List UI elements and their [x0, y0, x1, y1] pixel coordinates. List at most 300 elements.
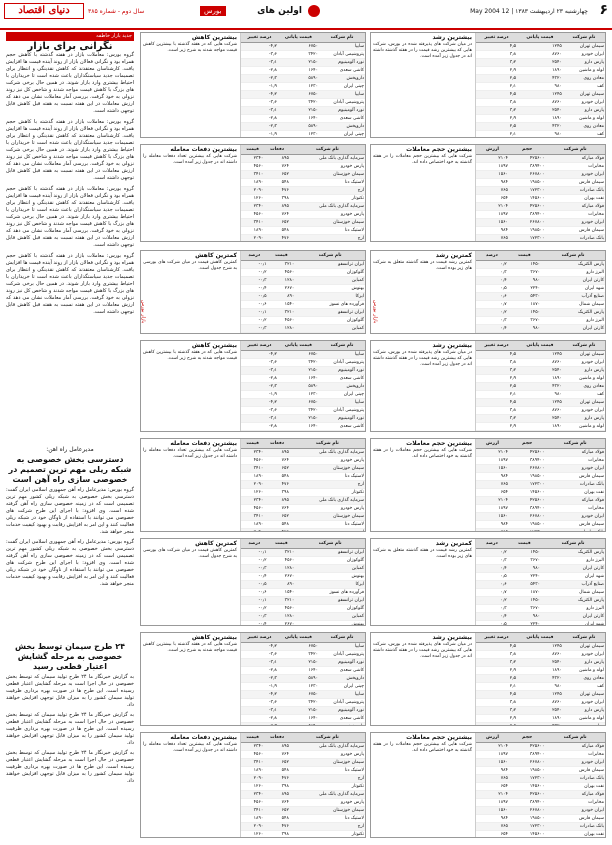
- table-cell: ۴٫۵: [476, 43, 517, 51]
- table-cell: ۱۹۸۵۰۰: [509, 767, 545, 775]
- table-cell: ۳۸۹۴۰۰: [509, 799, 545, 807]
- table-header: نام شرکت: [295, 539, 365, 549]
- table-row: [241, 707, 365, 715]
- table-cell: ایران خودرو: [545, 759, 605, 767]
- table-cell: سیمان تهران: [563, 351, 605, 359]
- table-cell: مخابرات: [545, 163, 605, 171]
- table-cell: ۱۲۳۰: [278, 83, 319, 91]
- table-row: [476, 211, 605, 219]
- table-row: [476, 473, 605, 481]
- box-title: بیشترین رشد: [432, 634, 472, 641]
- table-header: قیمت پایانی: [517, 33, 563, 43]
- table-row: [241, 391, 365, 399]
- table-cell: ۱۶۴۰: [278, 667, 319, 675]
- table-cell: ۱۵۶۰: [476, 171, 509, 179]
- table-cell: ۲٫۵: [476, 675, 517, 683]
- table-cell: ۲٫۸-: [241, 423, 278, 431]
- table-cell: ۲۶۷۰: [267, 621, 295, 626]
- table-cell: ۳۹۸: [264, 783, 290, 791]
- table-cell: ۳٫۸: [476, 699, 517, 707]
- table-cell: ۱۸۹۰: [241, 179, 264, 187]
- table-cell: ۳۲۱۰: [267, 261, 295, 269]
- article-body-cont: به گزارش خبرنگار ما ۲۴ طرح تولید سیمان که توسط بخش خصوصی در حال اجرا است به مرحله گشایش اعتبار قطعی رسیده است. این طرح ها در صورت بهره برداری ظرفیت تولید سیمان کشور را به میزان قابل توجهی افزایش خواهند داد.: [6, 712, 134, 746]
- left-article: [6, 32, 134, 442]
- table-cell: کمباین: [295, 613, 365, 621]
- table-cell: ۳۴۱۰: [241, 759, 264, 767]
- table-cell: ۶۵۲: [264, 807, 290, 815]
- table-cell: ۴٫۲-: [241, 643, 278, 651]
- table-cell: ۲۵۴۰: [517, 107, 563, 115]
- article-body: گروه بورس: معاملات بازار در هفته گذشته با کاهش حجم همراه بود و نگرانی فعالان بازار از روند آینده قیمت ها افزایش یافت. کارشناسان معتقدند که کاهش نقدینگی و انتظار برای تصمیمات جدید سیاستگذاران باعث شده است تا خریداران با احتیاط بیشتری وارد بازار شوند. در همین حال برخی شرکت های بزرگ با کاهش قیمت مواجه شدند و شاخص کل نیز روند نزولی به خود گرفت. بررسی آمار معاملات نشان می دهد که ارزش معاملات در این هفته نسبت به هفته قبل کاهش قابل توجهی داشته است.: [6, 52, 134, 114]
- table-cell: ۱۴۵۶۰۰: [509, 489, 545, 497]
- table-cell: ۱۵۶۰: [476, 807, 509, 815]
- table-cell: ۷۶۴: [264, 457, 290, 465]
- stats-box: [370, 538, 606, 626]
- table-row: [241, 699, 365, 707]
- table-cell: ۰٫۵-: [241, 293, 267, 301]
- box-title: بیشترین حجم معاملات: [406, 440, 472, 447]
- table-cell: ایران ترانسفو: [295, 549, 365, 557]
- table-cell: ۲۶۷۸۰۰: [509, 465, 545, 473]
- table-cell: [241, 529, 264, 532]
- table-header: قیمت: [508, 539, 541, 549]
- table-row: [476, 187, 605, 195]
- table-cell: سیمان تهران: [563, 91, 605, 99]
- table-cell: ۰٫۴-: [241, 621, 267, 626]
- table-row: [241, 573, 365, 581]
- newspaper-logo: دنیای اقتصاد: [4, 3, 84, 19]
- table-row: [241, 565, 365, 573]
- table-row: [241, 497, 365, 505]
- table-cell: ۳٫۲: [476, 415, 517, 423]
- table-row: [241, 99, 365, 107]
- table-cell: پتروشیمی آبادان: [319, 651, 365, 659]
- table-header: قیمت پایانی: [278, 341, 319, 351]
- table-cell: ۱۲۴۵: [517, 351, 563, 359]
- table-row: [476, 775, 605, 783]
- table-cell: ۷۶۵: [476, 823, 509, 831]
- table-header: نام شرکت: [563, 33, 605, 43]
- table-cell: ۹۸۰: [517, 83, 563, 91]
- table-row: [241, 67, 365, 75]
- table-cell: ۲٫۸-: [241, 67, 278, 75]
- table-cell: ۴۲۵۶۰۰: [509, 743, 545, 751]
- table-row: [476, 621, 605, 626]
- table-cell: ۲۱۰۴: [476, 449, 509, 457]
- table-cell: مخابرات: [545, 751, 605, 759]
- table-cell: ایرکا: [295, 293, 365, 301]
- stats-table: [241, 145, 365, 241]
- table-cell: ۰٫۷: [476, 301, 508, 309]
- table-cell: ۱۲۳۰: [278, 131, 319, 138]
- table-row: [241, 799, 365, 807]
- table-cell: ۰٫۵: [476, 621, 508, 626]
- table-row: [476, 293, 605, 301]
- table-cell: ۱۸۹۷: [476, 211, 509, 219]
- table-header: دفعات: [264, 439, 290, 449]
- table-cell: ۲۵۴۰: [517, 367, 563, 375]
- table-cell: ۰٫۲: [476, 261, 508, 269]
- table-cell: سایپا: [319, 691, 365, 699]
- table-cell: ۲۶۷۸۰۰: [509, 171, 545, 179]
- table-row: [476, 431, 605, 432]
- table-cell: لاستیک دنا: [290, 767, 365, 775]
- table-header: درصد تغییر: [476, 633, 517, 643]
- table-header: حجم: [509, 145, 545, 155]
- table-cell: پارس دارو: [563, 415, 605, 423]
- table-cell: ۲٫۳-: [241, 383, 278, 391]
- table-cell: ۸۷۶۰: [517, 651, 563, 659]
- table-row: [241, 309, 365, 317]
- table-row: [476, 751, 605, 759]
- table-row: [241, 163, 365, 171]
- table-cell: فولاد مبارکه: [545, 497, 605, 505]
- table-cell: ۲٫۵: [476, 123, 517, 131]
- table-cell: ۱۸۹۷: [476, 751, 509, 759]
- table-cell: پارس خودرو: [290, 505, 365, 513]
- table-cell: ۴٫۵: [476, 91, 517, 99]
- table-row: [476, 605, 605, 613]
- table-cell: ۱۲۶۰: [241, 195, 264, 203]
- table-cell: ۳۹۸: [264, 831, 290, 838]
- stats-table: [476, 251, 605, 333]
- table-row: [476, 407, 605, 415]
- table-row: [241, 375, 365, 383]
- table-header: نام شرکت: [541, 251, 605, 261]
- table-header: نام شرکت: [319, 33, 365, 43]
- table-cell: داروپخش: [319, 75, 365, 83]
- table-cell: ۲۳۴۰: [241, 449, 264, 457]
- table-cell: ۲۲۴۰: [508, 621, 541, 626]
- table-cell: ۲۰۹۰: [241, 187, 264, 195]
- box-body: شرکت هایی که در هفته گذشته با بیشترین کاهش قیمت مواجه شدند به شرح زیر است.: [143, 42, 237, 53]
- table-row: [241, 775, 365, 783]
- box-title: بیشترین حجم معاملات: [406, 146, 472, 153]
- box-body: در میان شرکت های پذیرفته شده در بورس، شرکت هایی که بیشترین رشد قیمت را در هفته گذشته داشته اند در جدول زیر آمده است.: [372, 42, 472, 59]
- table-cell: ۹۸۴: [476, 473, 509, 481]
- box-title: بیشترین دفعات معامله: [170, 734, 237, 741]
- table-cell: سیمان تهران: [563, 399, 605, 407]
- table-cell: ۱۵۶۰: [476, 465, 509, 473]
- table-cell: پتروشیمی آبادان: [319, 359, 365, 367]
- table-cell: لوله و ماشین: [563, 375, 605, 383]
- table-cell: ۱۸۹۷: [476, 799, 509, 807]
- table-row: [476, 155, 605, 163]
- table-row: [476, 261, 605, 269]
- table-cell: ۴۷۶: [264, 823, 290, 831]
- table-cell: لاستیک دنا: [290, 227, 365, 235]
- table-row: [476, 99, 605, 107]
- table-row: [476, 549, 605, 557]
- table-cell: ۲۱۵۰: [278, 107, 319, 115]
- stats-box: [140, 538, 366, 626]
- table-cell: ۷۶۴: [264, 163, 290, 171]
- table-cell: فولاد مبارکه: [545, 449, 605, 457]
- table-cell: ۵۴۳۰: [508, 581, 541, 589]
- table-row: [241, 823, 365, 831]
- table-cell: ۵۴۳۰: [508, 293, 541, 301]
- table-cell: ۱۸۹۰: [517, 715, 563, 723]
- table-cell: ۱۵۴۰: [267, 301, 295, 309]
- table-cell: ۱۴۵۰: [508, 261, 541, 269]
- table-cell: ۰٫۶-: [241, 301, 267, 309]
- section-globe-icon: [308, 5, 320, 17]
- table-cell: ۴۵۶۰: [267, 317, 295, 325]
- table-cell: ۳۴۱۰: [241, 219, 264, 227]
- table-row: [476, 367, 605, 375]
- table-cell: ۱۷۲۳۰۰: [509, 823, 545, 831]
- table-cell: ۲۳۴۰: [241, 203, 264, 211]
- table-cell: ۲۳۴۰: [241, 791, 264, 799]
- table-cell: سایپا: [319, 351, 365, 359]
- table-row: [476, 359, 605, 367]
- table-cell: ۲٫۱: [476, 131, 517, 138]
- table-cell: ۲۵۴۰: [517, 659, 563, 667]
- table-cell: کاشی سعدی: [319, 667, 365, 675]
- table-cell: ۴۵۶۰: [267, 605, 295, 613]
- table-cell: ۰٫۶-: [241, 589, 267, 597]
- table-cell: ۰٫۴: [476, 613, 508, 621]
- stats-table: [241, 633, 365, 725]
- table-cell: [563, 723, 605, 726]
- table-cell: گلوکوزان: [295, 605, 365, 613]
- table-row: [476, 131, 605, 138]
- table-cell: ۲٫۳-: [241, 675, 278, 683]
- table-cell: شهد ایران: [541, 621, 605, 626]
- table-cell: ۳٫۱-: [241, 659, 278, 667]
- table-cell: [241, 431, 278, 432]
- table-cell: ۶۵۴: [476, 783, 509, 791]
- table-cell: ۴٫۵: [476, 351, 517, 359]
- table-row: [476, 643, 605, 651]
- table-cell: [509, 529, 545, 532]
- table-row: [241, 581, 365, 589]
- table-row: [476, 505, 605, 513]
- table-row: [476, 219, 605, 227]
- table-cell: ۲۶۷۰: [267, 573, 295, 581]
- table-cell: سرمایه گذاری بانک ملی: [290, 743, 365, 751]
- table-cell: ۱۷۲۳۰۰: [509, 481, 545, 489]
- table-cell: لوله و ماشین: [563, 67, 605, 75]
- table-cell: معادن روی: [563, 75, 605, 83]
- article-body-cont2: به گزارش خبرنگار ما ۲۴ طرح تولید سیمان که توسط بخش خصوصی در حال اجرا است به مرحله گشایش اعتبار قطعی رسیده است. این طرح ها در صورت بهره برداری ظرفیت تولید سیمان کشور را به میزان قابل توجهی افزایش خواهند داد.: [6, 750, 134, 784]
- table-cell: ۳٫۱-: [241, 107, 278, 115]
- table-cell: چینی ایران: [319, 683, 365, 691]
- table-cell: ایرکا: [295, 581, 365, 589]
- table-header: دفعات: [264, 145, 290, 155]
- table-cell: پارس دارو: [563, 59, 605, 67]
- table-cell: ۳۴۱۰: [241, 807, 264, 815]
- table-cell: سیمان فارس: [545, 179, 605, 187]
- table-row: [476, 683, 605, 691]
- table-cell: لوله و ماشین: [563, 423, 605, 431]
- stats-table: [476, 633, 605, 725]
- table-cell: پارس خودرو: [290, 163, 365, 171]
- table-cell: ۷۶۵: [476, 481, 509, 489]
- table-cell: ۱۲۸۰: [267, 565, 295, 573]
- table-row: [241, 549, 365, 557]
- table-cell: ۱۲۸۰: [267, 277, 295, 285]
- table-cell: ۹۸۴: [476, 815, 509, 823]
- table-cell: سرمایه گذاری بانک ملی: [290, 791, 365, 799]
- table-row: [241, 715, 365, 723]
- table-cell: کف: [563, 683, 605, 691]
- box-body: شرکت هایی که بیشترین حجم معاملات را در هفته گذشته به خود اختصاص داده اند.: [373, 742, 472, 753]
- table-cell: ۰٫۷: [476, 589, 508, 597]
- table-cell: ۱۲۶۰: [241, 783, 264, 791]
- table-cell: ۴۵۶۰: [241, 211, 264, 219]
- table-cell: [319, 431, 365, 432]
- table-header: قیمت: [241, 439, 264, 449]
- table-cell: ۱۲۴۵: [517, 691, 563, 699]
- table-cell: ۸۹۵: [264, 155, 290, 163]
- table-row: [476, 163, 605, 171]
- table-cell: ارج: [290, 235, 365, 242]
- table-cell: البرز دارو: [541, 317, 605, 325]
- table-cell: نفت بهران: [545, 489, 605, 497]
- table-cell: پتروشیمی آبادان: [319, 699, 365, 707]
- table-cell: سیمان فارس: [545, 767, 605, 775]
- table-cell: لوله و ماشین: [563, 715, 605, 723]
- table-cell: ۲٫۹: [476, 67, 517, 75]
- table-row: [241, 171, 365, 179]
- table-cell: ۲٫۵: [476, 383, 517, 391]
- table-cell: ۱۲۴۵: [517, 643, 563, 651]
- table-cell: سیمان تهران: [563, 643, 605, 651]
- table-cell: ایران خودرو: [545, 807, 605, 815]
- table-cell: کاشی سعدی: [319, 67, 365, 75]
- table-cell: ۲۶۷۸۰۰: [509, 759, 545, 767]
- table-cell: ۲۰۹۰: [241, 481, 264, 489]
- table-row: [241, 449, 365, 457]
- table-row: [241, 123, 365, 131]
- table-row: [476, 565, 605, 573]
- table-row: [241, 359, 365, 367]
- table-row: [476, 375, 605, 383]
- table-cell: ۱۸۹۰: [517, 667, 563, 675]
- table-cell: ۳۴۲۰: [278, 699, 319, 707]
- box-title: کمترین کاهش: [195, 540, 237, 547]
- table-cell: ۴۵۶۰: [241, 799, 264, 807]
- table-cell: نورد آلومینیوم: [319, 415, 365, 423]
- table-cell: ایران ترانسفو: [295, 597, 365, 605]
- table-cell: کارتن ایران: [541, 613, 605, 621]
- stats-box: [140, 732, 366, 838]
- table-row: [476, 707, 605, 715]
- table-cell: بانک صادرات: [545, 775, 605, 783]
- table-cell: ۰٫۱-: [241, 549, 267, 557]
- table-cell: ۷۶۴: [264, 211, 290, 219]
- table-cell: [476, 723, 517, 726]
- table-cell: ۰٫۵-: [241, 581, 267, 589]
- table-cell: ۳٫۲: [476, 659, 517, 667]
- table-cell: ۰٫۲-: [241, 317, 267, 325]
- table-cell: ۰٫۳-: [241, 613, 267, 621]
- table-row: [476, 59, 605, 67]
- table-cell: ۷۶۴: [264, 751, 290, 759]
- table-cell: پارس الکتریک: [541, 261, 605, 269]
- table-cell: شهد ایران: [541, 573, 605, 581]
- table-row: [476, 325, 605, 333]
- table-cell: کمباین: [295, 325, 365, 333]
- table-cell: نورد آلومینیوم: [319, 107, 365, 115]
- table-cell: ۱۲۶۰: [241, 489, 264, 497]
- table-cell: ۸۹۵: [264, 743, 290, 751]
- table-cell: ۴۲۵۶۰۰: [509, 155, 545, 163]
- table-cell: ۳٫۲: [476, 59, 517, 67]
- table-header: درصد: [241, 251, 267, 261]
- table-cell: ۳٫۶-: [241, 651, 278, 659]
- table-header: قیمت پایانی: [517, 633, 563, 643]
- table-cell: [541, 333, 605, 334]
- table-cell: ۴٫۲-: [241, 43, 278, 51]
- table-row: [241, 219, 365, 227]
- table-cell: ۳٫۱-: [241, 367, 278, 375]
- table-cell: داروپخش: [319, 383, 365, 391]
- table-cell: ۲٫۹: [476, 115, 517, 123]
- table-row: [476, 723, 605, 726]
- table-cell: ۷۶۵: [476, 187, 509, 195]
- box-title: بیشترین رشد: [432, 34, 472, 41]
- table-row: [241, 605, 365, 613]
- table-cell: سیمان خوزستان: [290, 807, 365, 815]
- table-cell: ۱۴۵۶۰۰: [509, 831, 545, 838]
- table-cell: ۱۹۸۵۰۰: [509, 521, 545, 529]
- table-cell: سیمان خوزستان: [290, 465, 365, 473]
- table-cell: ۶۷۵۰: [278, 91, 319, 99]
- table-row: [241, 807, 365, 815]
- table-cell: ۸۹۵: [264, 497, 290, 505]
- table-cell: سیمان فارس: [545, 473, 605, 481]
- table-row: [241, 683, 365, 691]
- table-header: درصد تغییر: [241, 341, 278, 351]
- table-row: [476, 815, 605, 823]
- table-row: [476, 285, 605, 293]
- table-row: [476, 91, 605, 99]
- table-cell: ۳۴۲۰: [278, 99, 319, 107]
- box-body: کمترین کاهش قیمت در میان شرکت های بورسی به شرح جدول است.: [143, 260, 237, 271]
- table-cell: ۳٫۲: [476, 707, 517, 715]
- table-cell: ۱۸۹۰: [241, 767, 264, 775]
- table-cell: [290, 529, 365, 532]
- table-cell: ۷۶۵: [476, 235, 509, 242]
- table-cell: ۵۸۹۰: [278, 383, 319, 391]
- table-row: [241, 269, 365, 277]
- table-row: [241, 505, 365, 513]
- box-title: بیشترین کاهش: [191, 634, 237, 641]
- table-cell: ۳۲۱۰: [267, 309, 295, 317]
- table-row: [241, 399, 365, 407]
- table-cell: ۲۰۹۰: [241, 775, 264, 783]
- table-header: نام شرکت: [290, 439, 365, 449]
- table-cell: ۴۲۵۶۰۰: [509, 791, 545, 799]
- table-cell: فرآورده های نسوز: [295, 301, 365, 309]
- table-row: [241, 521, 365, 529]
- table-cell: ۲۶۷۸۰۰: [509, 219, 545, 227]
- table-row: [241, 815, 365, 823]
- table-cell: ۸۹۵: [264, 791, 290, 799]
- box-body: شرکت هایی که بیشترین حجم معاملات را در هفته گذشته به خود اختصاص داده اند.: [373, 154, 472, 165]
- table-cell: ارج: [290, 187, 365, 195]
- table-cell: صنایع آذرآب: [541, 581, 605, 589]
- table-cell: لوله و ماشین: [563, 115, 605, 123]
- table-row: [241, 415, 365, 423]
- table-row: [241, 431, 365, 432]
- table-cell: ۰٫۳: [476, 605, 508, 613]
- table-cell: ۹۸۰: [517, 391, 563, 399]
- table-cell: ۵۴۸: [264, 815, 290, 823]
- table-cell: ۳٫۱-: [241, 59, 278, 67]
